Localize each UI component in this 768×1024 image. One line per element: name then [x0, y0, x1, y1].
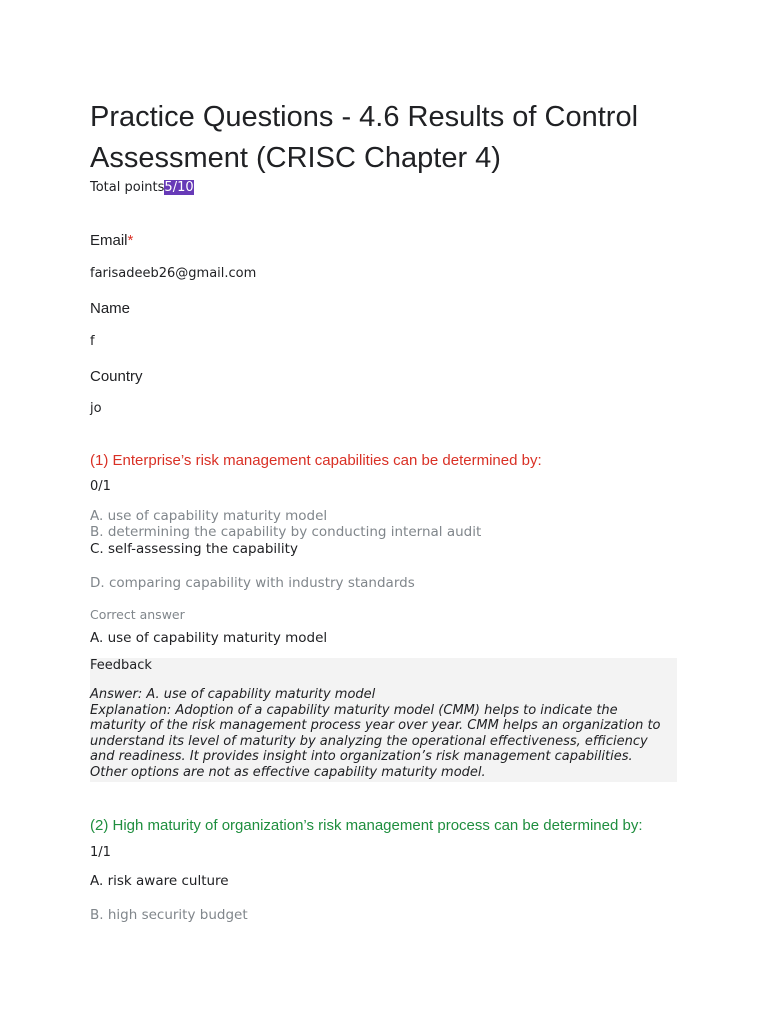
correct-answer-value: A. use of capability maturity model: [90, 630, 328, 646]
feedback-label: Feedback: [90, 658, 152, 673]
email-value: farisadeeb26@gmail.com: [90, 266, 257, 281]
question-1-option-b[interactable]: B. determining the capability by conducting internal audit: [90, 524, 482, 540]
question-1-score: 0/1: [90, 479, 111, 494]
question-1-option-d[interactable]: D. comparing capability with industry standards: [90, 575, 415, 591]
question-1-option-c-selected[interactable]: C. self-assessing the capability: [90, 541, 298, 557]
total-score-badge: 5/10: [164, 180, 194, 195]
question-2-title: (2) High maturity of organization’s risk management process can be determined by:: [90, 817, 643, 834]
feedback-box: [90, 658, 677, 782]
feedback-line: understand its level of maturity by analyzing the operational effectiveness, efficiency: [90, 733, 648, 749]
name-value: f: [90, 334, 95, 349]
question-2-option-a-selected[interactable]: A. risk aware culture: [90, 873, 229, 889]
feedback-line: Other options are not as effective capability maturity model.: [90, 764, 486, 780]
name-label: Name: [90, 300, 131, 317]
email-label-text: Email: [90, 232, 128, 249]
feedback-line: Explanation: Adoption of a capability maturity model (CMM) helps to indicate the: [90, 702, 618, 718]
correct-answer-label: Correct answer: [90, 607, 185, 622]
question-1-option-a[interactable]: A. use of capability maturity model: [90, 508, 328, 524]
total-points: [90, 180, 194, 196]
question-1-title: (1) Enterprise’s risk management capabilities can be determined by:: [90, 452, 542, 469]
feedback-line: maturity of the risk management process year over year. CMM helps an organization to: [90, 718, 661, 733]
required-asterisk: *: [127, 232, 134, 249]
question-2-score: 1/1: [90, 845, 111, 860]
country-value: jo: [90, 401, 102, 416]
form-title: [90, 97, 690, 179]
form-title-line-1: Practice Questions - 4.6 Results of Control: [90, 101, 639, 133]
question-2-option-b[interactable]: B. high security budget: [90, 907, 248, 923]
email-label: [90, 232, 133, 250]
total-points-label: Total points: [90, 180, 165, 195]
form-title-line-2: Assessment (CRISC Chapter 4): [90, 142, 501, 174]
country-label: Country: [90, 368, 143, 385]
feedback-text: [90, 687, 675, 780]
feedback-line: and readiness. It provides insight into organization’s risk management capabilities.: [90, 749, 633, 764]
feedback-line: Answer: A. use of capability maturity model: [90, 687, 376, 702]
